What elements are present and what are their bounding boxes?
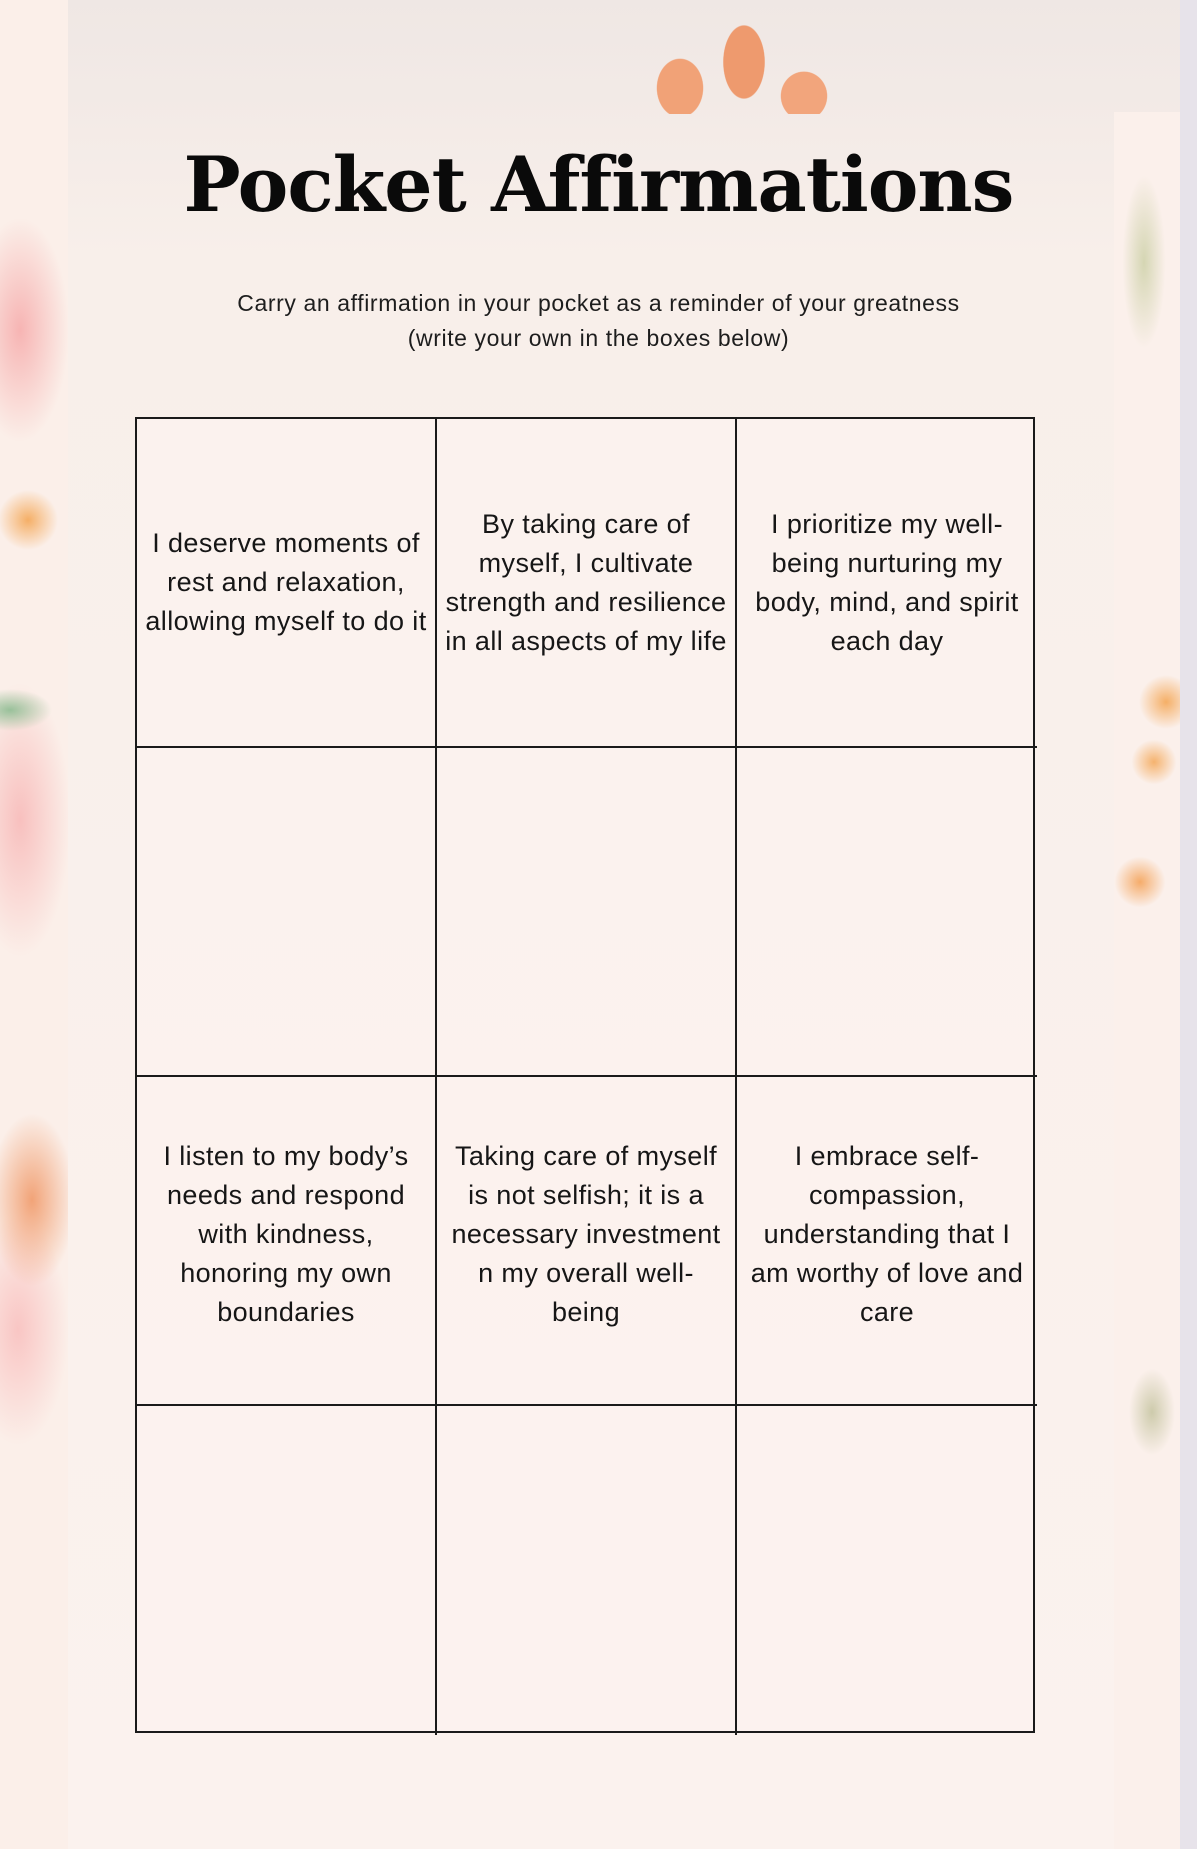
affirmation-cell-r1-c1[interactable]: I deserve moments of rest and relaxation, allowing myself to do it: [137, 419, 437, 748]
affirmation-cell-r2-c2[interactable]: [437, 748, 737, 1077]
affirmation-cell-r2-c1[interactable]: [137, 748, 437, 1077]
leaf-decoration: [0, 670, 70, 740]
scrollbar-track[interactable]: [1180, 0, 1197, 1849]
affirmation-cell-r1-c3[interactable]: I prioritize my well-being nurturing my body, mind, and spirit each day: [737, 419, 1037, 748]
floral-decoration-right: [1114, 112, 1180, 1849]
page-title: Pocket Affirmations: [183, 140, 1014, 229]
affirmation-cell-r3-c2[interactable]: Taking care of myself is not selfish; it is a necessary investment n my overall well-being: [437, 1077, 737, 1406]
floral-decoration-left: [0, 0, 68, 1849]
affirmation-cell-r3-c3[interactable]: I embrace self-compassion, understanding that I am worthy of love and care: [737, 1077, 1037, 1406]
page-subtitle: [0, 286, 1197, 356]
affirmation-cell-r4-c2[interactable]: [437, 1406, 737, 1735]
affirmation-cell-r2-c3[interactable]: [737, 748, 1037, 1077]
petal-decoration-top: [640, 10, 846, 114]
affirmation-cell-r4-c1[interactable]: [137, 1406, 437, 1735]
subtitle-line-2: (write your own in the boxes below): [407, 325, 790, 351]
affirmation-cell-r1-c2[interactable]: By taking care of myself, I cultivate strength and resilience in all aspects of my life: [437, 419, 737, 748]
affirmation-cell-r3-c1[interactable]: I listen to my body’s needs and respond with kindness, honoring my own boundaries: [137, 1077, 437, 1406]
affirmation-cell-r4-c3[interactable]: [737, 1406, 1037, 1735]
subtitle-line-1: Carry an affirmation in your pocket as a reminder of your greatness: [237, 290, 960, 316]
affirmation-grid: [135, 417, 1035, 1733]
